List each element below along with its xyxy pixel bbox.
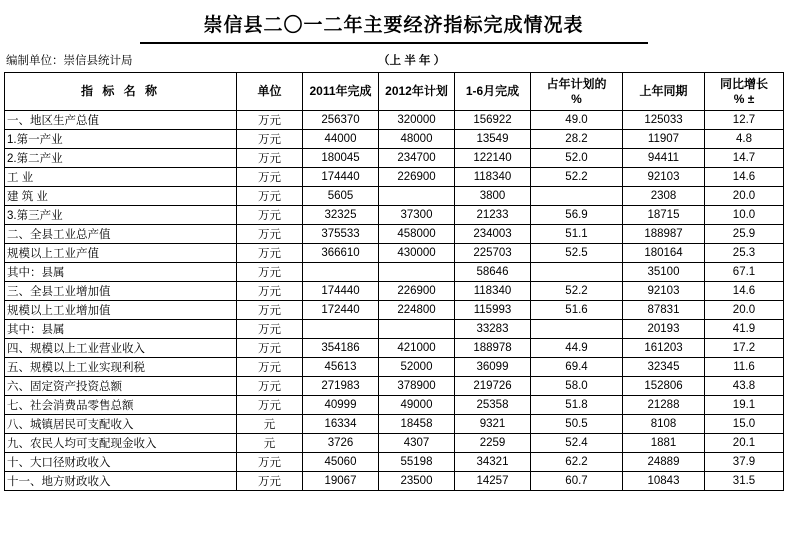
row-value-2011: 16334 [303,415,379,434]
row-indicator-name: 其中：县属 [5,263,237,282]
row-value-growth: 20.1 [705,434,784,453]
row-value-growth: 41.9 [705,320,784,339]
row-value-pct-of-plan: 58.0 [531,377,623,396]
table-row [5,168,784,187]
table-row [5,453,784,472]
row-indicator-name: 五、规模以上工业实现利税 [5,358,237,377]
row-value-2011: 256370 [303,111,379,130]
period-label: （上 半 年 ） [378,55,446,67]
row-value-pct-of-plan: 52.4 [531,434,623,453]
row-value-2011: 44000 [303,130,379,149]
row-value-2011: 45613 [303,358,379,377]
row-unit: 元 [237,415,303,434]
row-value-pct-of-plan: 52.2 [531,168,623,187]
column-header-plan-2012: 2012年计划 [379,73,455,111]
row-value-pct-of-plan: 49.0 [531,111,623,130]
row-unit: 万元 [237,377,303,396]
row-value-last-year: 125033 [623,111,705,130]
row-value-growth: 19.1 [705,396,784,415]
row-unit: 万元 [237,111,303,130]
row-value-2011: 366610 [303,244,379,263]
row-value-2011: 174440 [303,282,379,301]
row-value-plan-2012: 4307 [379,434,455,453]
row-value-last-year: 1881 [623,434,705,453]
row-value-pct-of-plan: 52.0 [531,149,623,168]
row-value-jan-jun: 14257 [455,472,531,491]
row-value-plan-2012: 378900 [379,377,455,396]
row-value-plan-2012: 18458 [379,415,455,434]
row-value-plan-2012: 49000 [379,396,455,415]
page-title: 崇信县二〇一二年主要经济指标完成情况表 [203,15,584,36]
row-unit: 万元 [237,244,303,263]
row-unit: 万元 [237,263,303,282]
row-value-jan-jun: 21233 [455,206,531,225]
row-indicator-name: 一、地区生产总值 [5,111,237,130]
row-unit: 万元 [237,396,303,415]
row-value-pct-of-plan: 28.2 [531,130,623,149]
row-indicator-name: 1.第一产业 [5,130,237,149]
row-value-plan-2012: 48000 [379,130,455,149]
row-value-plan-2012: 226900 [379,168,455,187]
row-indicator-name: 十一、地方财政收入 [5,472,237,491]
row-indicator-name: 规模以上工业产值 [5,244,237,263]
table-row [5,377,784,396]
row-value-pct-of-plan: 51.1 [531,225,623,244]
row-value-2011: 271983 [303,377,379,396]
row-value-plan-2012 [379,320,455,339]
row-value-growth: 67.1 [705,263,784,282]
row-value-jan-jun: 118340 [455,282,531,301]
row-value-jan-jun: 13549 [455,130,531,149]
row-value-2011: 40999 [303,396,379,415]
table-row [5,358,784,377]
row-value-growth: 12.7 [705,111,784,130]
row-indicator-name: 规模以上工业增加值 [5,301,237,320]
row-unit: 万元 [237,168,303,187]
column-header-2011: 2011年完成 [303,73,379,111]
row-value-last-year: 35100 [623,263,705,282]
row-value-last-year: 180164 [623,244,705,263]
row-indicator-name: 八、城镇居民可支配收入 [5,415,237,434]
table-row [5,130,784,149]
table-row [5,187,784,206]
table-row [5,301,784,320]
column-header-last-year: 上年同期 [623,73,705,111]
row-value-last-year: 24889 [623,453,705,472]
table-row [5,320,784,339]
row-value-last-year: 8108 [623,415,705,434]
row-value-growth: 4.8 [705,130,784,149]
row-indicator-name: 七、社会消费品零售总额 [5,396,237,415]
row-value-2011: 354186 [303,339,379,358]
row-value-last-year: 32345 [623,358,705,377]
row-value-plan-2012: 320000 [379,111,455,130]
row-value-growth: 20.0 [705,187,784,206]
row-value-growth: 10.0 [705,206,784,225]
growth-line2: % ± [733,91,755,106]
row-value-last-year: 94411 [623,149,705,168]
row-value-jan-jun: 3800 [455,187,531,206]
row-value-plan-2012: 430000 [379,244,455,263]
column-header-name: 指 标 名 称 [5,73,237,111]
column-header-growth [705,73,784,111]
row-unit: 万元 [237,472,303,491]
table-row [5,263,784,282]
row-indicator-name: 四、规模以上工业营业收入 [5,339,237,358]
row-value-pct-of-plan: 52.5 [531,244,623,263]
row-value-2011 [303,320,379,339]
row-value-pct-of-plan: 51.8 [531,396,623,415]
row-unit: 万元 [237,187,303,206]
row-value-2011 [303,263,379,282]
row-value-plan-2012: 458000 [379,225,455,244]
row-indicator-name: 3.第三产业 [5,206,237,225]
row-value-plan-2012: 52000 [379,358,455,377]
column-header-jan-jun: 1-6月完成 [455,73,531,111]
table-row [5,396,784,415]
subheader [0,50,787,70]
row-value-pct-of-plan: 50.5 [531,415,623,434]
row-value-2011: 19067 [303,472,379,491]
row-value-2011: 3726 [303,434,379,453]
row-value-jan-jun: 58646 [455,263,531,282]
row-value-2011: 180045 [303,149,379,168]
row-unit: 万元 [237,453,303,472]
row-value-2011: 174440 [303,168,379,187]
row-value-growth: 31.5 [705,472,784,491]
row-indicator-name: 六、固定资产投资总额 [5,377,237,396]
pct-of-plan-line1: 占年计划的 [546,76,607,91]
row-value-growth: 11.6 [705,358,784,377]
column-header-pct-of-plan [531,73,623,111]
row-value-plan-2012: 226900 [379,282,455,301]
table-row [5,111,784,130]
row-indicator-name: 工 业 [5,168,237,187]
row-value-growth: 17.2 [705,339,784,358]
row-value-jan-jun: 188978 [455,339,531,358]
row-unit: 万元 [237,149,303,168]
row-value-pct-of-plan: 69.4 [531,358,623,377]
row-indicator-name: 十、大口径财政收入 [5,453,237,472]
row-value-pct-of-plan: 52.2 [531,282,623,301]
table-body [5,111,784,491]
row-indicator-name: 2.第二产业 [5,149,237,168]
row-unit: 万元 [237,130,303,149]
table-row [5,472,784,491]
row-unit: 万元 [237,358,303,377]
row-value-last-year: 10843 [623,472,705,491]
row-value-jan-jun: 36099 [455,358,531,377]
row-value-pct-of-plan: 62.2 [531,453,623,472]
row-value-last-year: 18715 [623,206,705,225]
row-value-jan-jun: 34321 [455,453,531,472]
row-value-pct-of-plan: 60.7 [531,472,623,491]
row-value-plan-2012 [379,187,455,206]
row-value-jan-jun: 156922 [455,111,531,130]
compiler-label: 编制单位：崇信县统计局 [6,55,133,67]
pct-of-plan-line2: % [571,91,582,106]
row-value-pct-of-plan: 44.9 [531,339,623,358]
row-value-last-year: 2308 [623,187,705,206]
row-value-plan-2012: 23500 [379,472,455,491]
row-indicator-name: 二、全县工业总产值 [5,225,237,244]
row-value-last-year: 188987 [623,225,705,244]
column-header-unit: 单位 [237,73,303,111]
row-indicator-name: 三、全县工业增加值 [5,282,237,301]
row-value-pct-of-plan: 56.9 [531,206,623,225]
table-row [5,434,784,453]
row-value-jan-jun: 122140 [455,149,531,168]
row-unit: 万元 [237,282,303,301]
row-value-2011: 172440 [303,301,379,320]
row-value-plan-2012: 224800 [379,301,455,320]
row-value-last-year: 20193 [623,320,705,339]
row-value-plan-2012: 234700 [379,149,455,168]
row-value-plan-2012 [379,263,455,282]
row-value-growth: 43.8 [705,377,784,396]
row-value-growth: 20.0 [705,301,784,320]
row-unit: 元 [237,434,303,453]
row-value-growth: 14.6 [705,282,784,301]
row-value-jan-jun: 115993 [455,301,531,320]
row-value-jan-jun: 219726 [455,377,531,396]
row-value-growth: 14.7 [705,149,784,168]
row-value-jan-jun: 2259 [455,434,531,453]
row-value-jan-jun: 225703 [455,244,531,263]
row-value-growth: 37.9 [705,453,784,472]
row-value-plan-2012: 55198 [379,453,455,472]
growth-line1: 同比增长 [719,76,768,91]
row-value-plan-2012: 421000 [379,339,455,358]
row-indicator-name: 建 筑 业 [5,187,237,206]
row-value-last-year: 87831 [623,301,705,320]
row-value-2011: 32325 [303,206,379,225]
row-value-jan-jun: 234003 [455,225,531,244]
row-value-growth: 25.3 [705,244,784,263]
row-unit: 万元 [237,301,303,320]
indicators-table [4,72,784,491]
table-row [5,339,784,358]
row-indicator-name: 九、农民人均可支配现金收入 [5,434,237,453]
row-value-last-year: 92103 [623,282,705,301]
row-unit: 万元 [237,225,303,244]
table-row [5,149,784,168]
row-value-last-year: 92103 [623,168,705,187]
row-value-pct-of-plan [531,187,623,206]
title-underline [140,42,648,44]
row-value-plan-2012: 37300 [379,206,455,225]
table-row [5,244,784,263]
row-value-jan-jun: 33283 [455,320,531,339]
row-unit: 万元 [237,339,303,358]
row-value-pct-of-plan [531,263,623,282]
row-value-2011: 5605 [303,187,379,206]
row-value-last-year: 11907 [623,130,705,149]
table-row [5,282,784,301]
table-row [5,206,784,225]
row-value-last-year: 21288 [623,396,705,415]
table-header-row [5,73,784,111]
row-value-jan-jun: 118340 [455,168,531,187]
row-value-last-year: 161203 [623,339,705,358]
row-indicator-name: 其中：县属 [5,320,237,339]
row-value-last-year: 152806 [623,377,705,396]
row-value-growth: 14.6 [705,168,784,187]
row-value-jan-jun: 25358 [455,396,531,415]
row-value-growth: 25.9 [705,225,784,244]
row-value-2011: 45060 [303,453,379,472]
row-value-pct-of-plan: 51.6 [531,301,623,320]
row-value-pct-of-plan [531,320,623,339]
row-value-2011: 375533 [303,225,379,244]
row-value-jan-jun: 9321 [455,415,531,434]
row-unit: 万元 [237,206,303,225]
row-unit: 万元 [237,320,303,339]
table-row [5,415,784,434]
row-value-growth: 15.0 [705,415,784,434]
table-row [5,225,784,244]
